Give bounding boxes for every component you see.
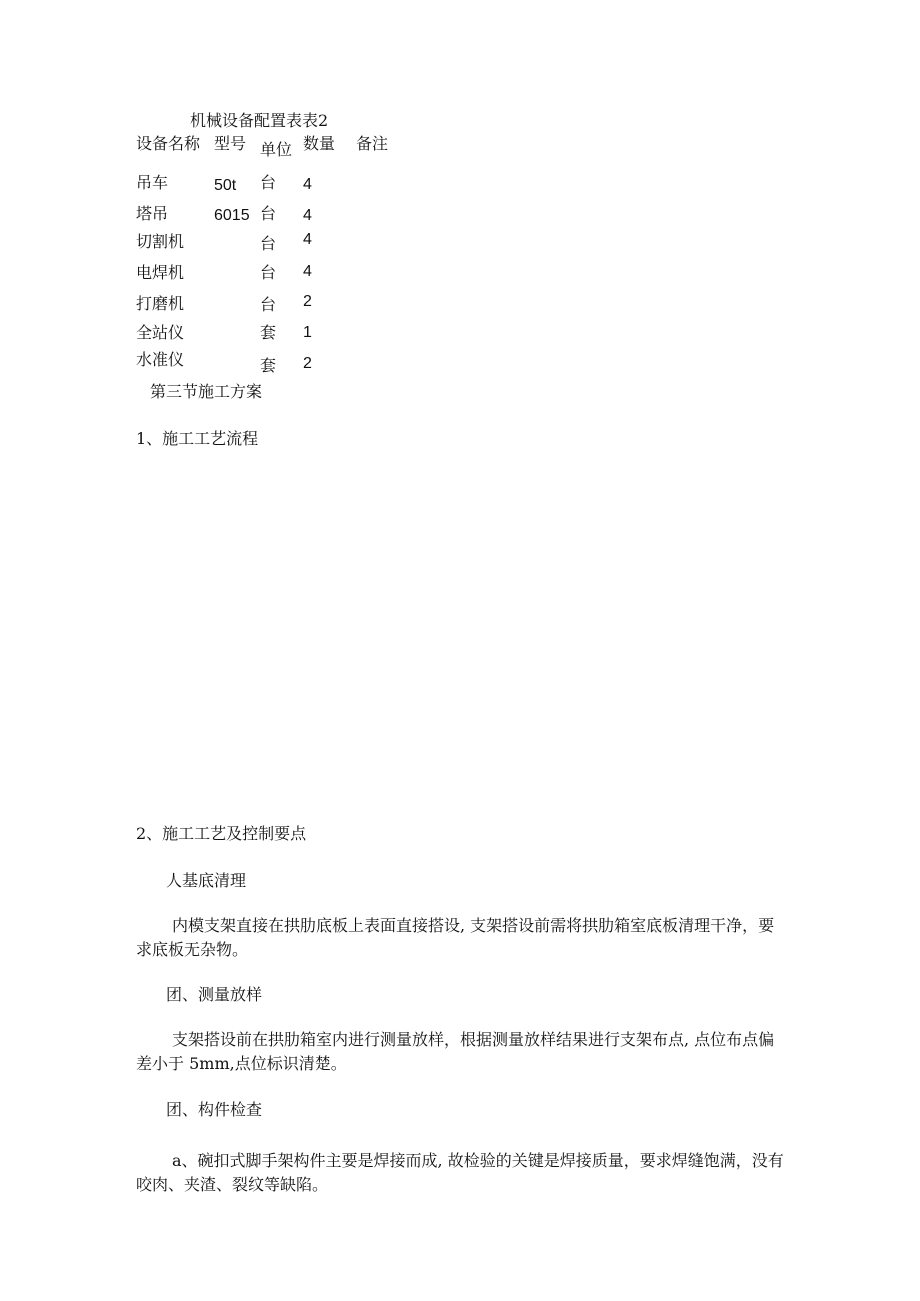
row-unit: 台 <box>260 204 277 223</box>
row-qty: 2 <box>303 355 312 372</box>
row-unit: 套 <box>260 323 277 342</box>
table-title: 机械设备配置表表2 <box>190 111 329 130</box>
paragraph-text: 内模支架直接在拱肋底板上表面直接搭设, 支架搭设前需将拱肋箱室底板清理干净，要求底板无杂物。 <box>136 916 775 959</box>
row-qty: 4 <box>303 207 312 224</box>
row-model: 50t <box>214 177 237 194</box>
table-header-remark: 备注 <box>356 134 389 153</box>
paragraph-survey <box>136 1028 786 1076</box>
table-header-qty: 数量 <box>303 134 336 153</box>
paragraph-text: a、碗扣式脚手架构件主要是焊接而成, 故检验的关键是焊接质量，要求焊缝饱满，没有咬肉、夹渣、裂纹等缺陷。 <box>136 1151 784 1194</box>
heading-control-points: 2、施工工艺及控制要点 <box>136 824 307 843</box>
row-unit: 台 <box>260 295 277 314</box>
paragraph-component-check <box>136 1149 786 1197</box>
subheading-base-cleaning: 人基底清理 <box>166 871 247 890</box>
row-name: 电焊机 <box>136 263 185 282</box>
row-unit: 台 <box>260 234 277 253</box>
row-qty: 4 <box>303 176 312 193</box>
section-title: 第三节施工方案 <box>150 382 263 401</box>
table-header-unit: 单位 <box>260 140 293 159</box>
row-qty: 4 <box>303 231 312 248</box>
row-name: 全站仪 <box>136 323 185 342</box>
row-name: 打磨机 <box>136 294 185 313</box>
heading-process-flow: 1、施工工艺流程 <box>136 429 259 448</box>
table-header-model: 型号 <box>214 134 247 153</box>
row-unit: 台 <box>260 263 277 282</box>
row-name: 水准仪 <box>136 350 185 369</box>
paragraph-text: 支架搭设前在拱肋箱室内进行测量放样，根据测量放样结果进行支架布点, 点位布点偏差小于 5mm,点位标识清楚。 <box>136 1030 775 1073</box>
row-qty: 2 <box>303 293 312 310</box>
row-unit: 套 <box>260 356 277 375</box>
paragraph-base-cleaning <box>136 914 786 962</box>
row-name: 切割机 <box>136 232 185 251</box>
table-header-name: 设备名称 <box>136 134 201 153</box>
subheading-component-check: 团、构件检查 <box>166 1100 263 1119</box>
row-model: 6015 <box>214 207 250 224</box>
row-qty: 4 <box>303 263 312 280</box>
row-qty: 1 <box>303 324 312 341</box>
row-name: 塔吊 <box>136 204 169 223</box>
row-name: 吊车 <box>136 173 169 192</box>
row-unit: 台 <box>260 173 277 192</box>
subheading-survey: 团、测量放样 <box>166 985 263 1004</box>
